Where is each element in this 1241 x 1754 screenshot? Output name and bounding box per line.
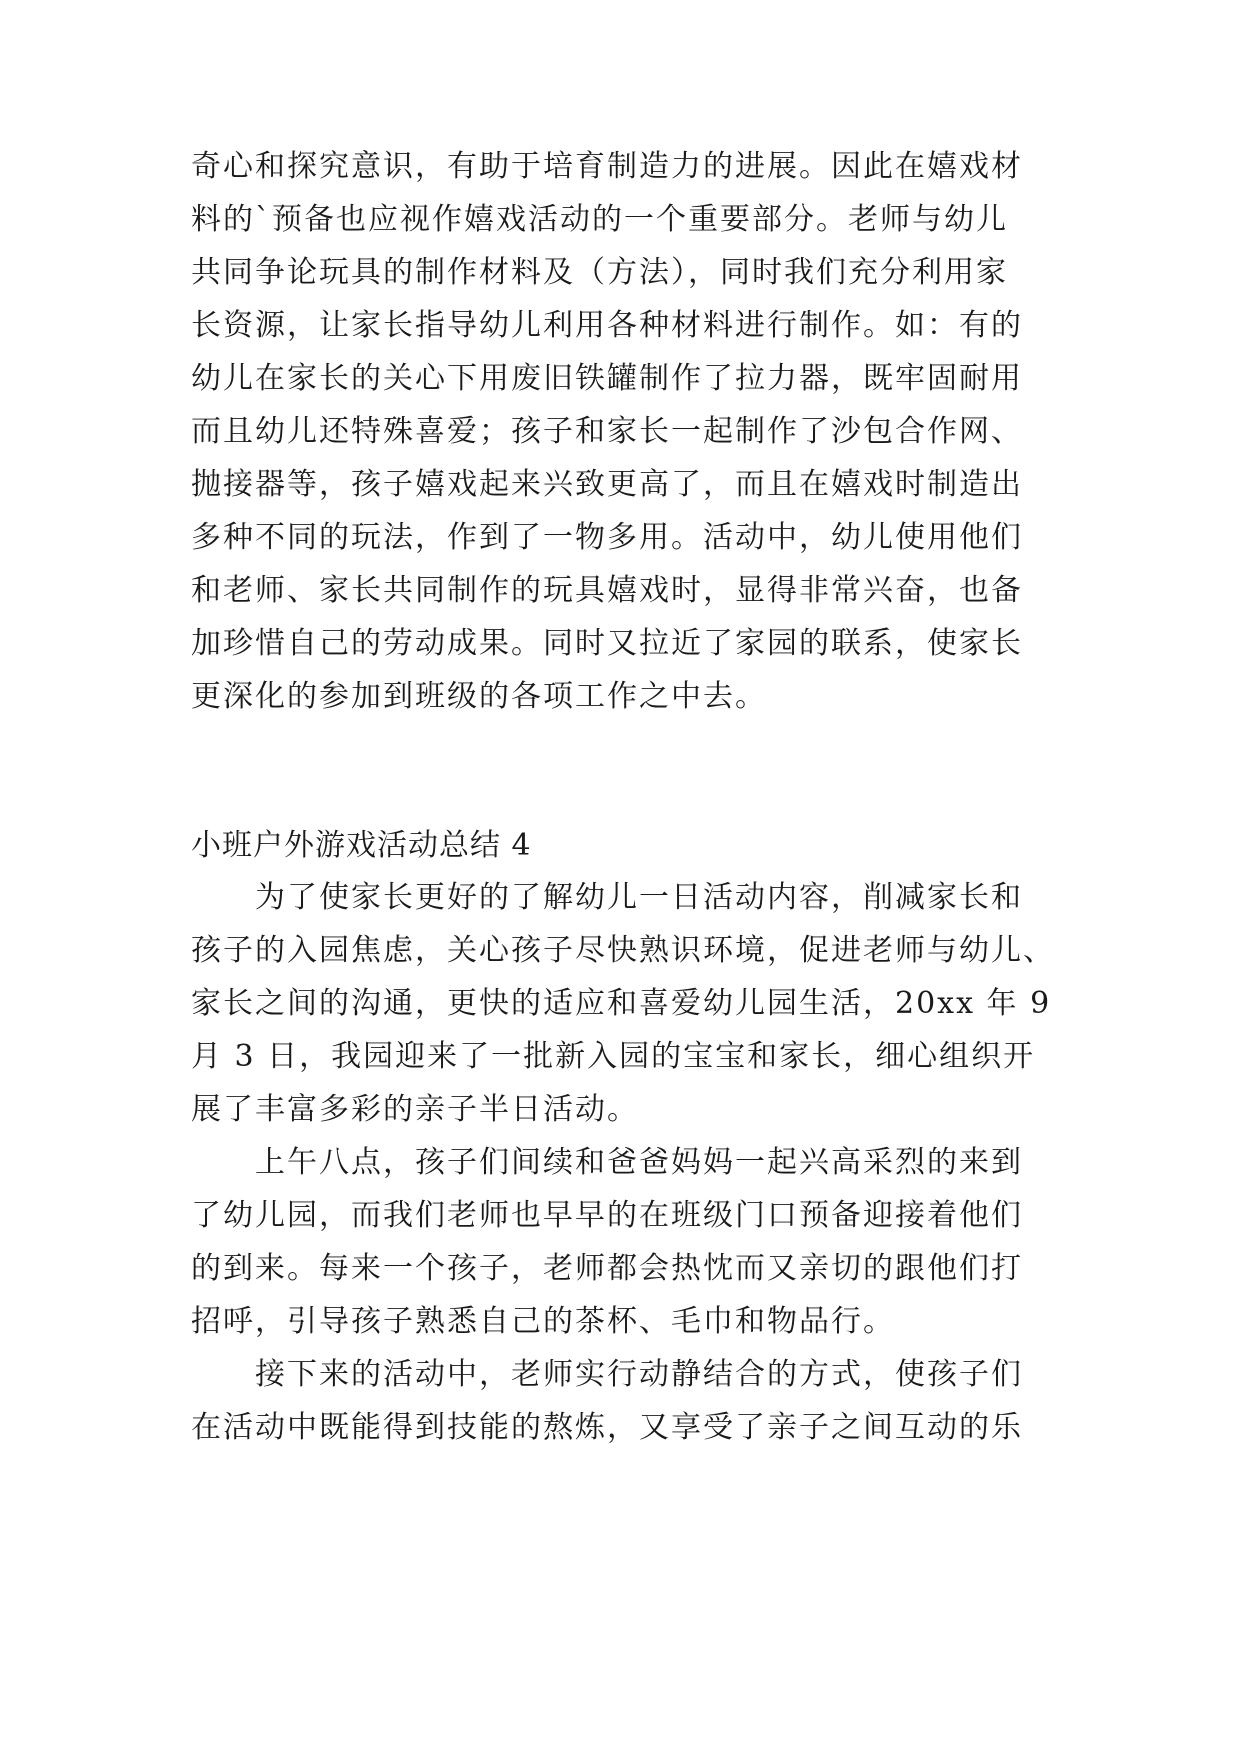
paragraph-line: 奇心和探究意识，有助于培育制造力的进展。因此在嬉戏材 [191, 149, 1023, 184]
paragraph-line: 家长之间的沟通，更快的适应和喜爱幼儿园生活，20xx 年 9 [191, 986, 1052, 1021]
paragraph-line: 月 3 日，我园迎来了一批新入园的宝宝和家长，细心组织开 [191, 1039, 1036, 1074]
paragraph-line: 抛接器等，孩子嬉戏起来兴致更高了，而且在嬉戏时制造出 [191, 467, 1023, 502]
paragraph-line: 为了使家长更好的了解幼儿一日活动内容，削减家长和 [191, 880, 1023, 915]
paragraph-line: 多种不同的玩法，作到了一物多用。活动中，幼儿使用他们 [191, 520, 1023, 555]
paragraph-line: 招呼，引导孩子熟悉自己的茶杯、毛巾和物品行。 [191, 1304, 895, 1339]
paragraph-line: 的到来。每来一个孩子，老师都会热忱而又亲切的跟他们打 [191, 1251, 1023, 1286]
section-heading: 小班户外游戏活动总结 4 [191, 828, 532, 863]
paragraph-line: 加珍惜自己的劳动成果。同时又拉近了家园的联系，使家长 [191, 626, 1023, 661]
paragraph-line: 共同争论玩具的制作材料及（方法），同时我们充分利用家 [191, 255, 1008, 290]
paragraph-line: 长资源，让家长指导幼儿利用各种材料进行制作。如：有的 [191, 308, 1023, 343]
paragraph-line: 更深化的参加到班级的各项工作之中去。 [191, 679, 767, 714]
paragraph-line: 料的`预备也应视作嬉戏活动的一个重要部分。老师与幼儿 [191, 202, 1008, 237]
paragraph-line: 上午八点，孩子们间续和爸爸妈妈一起兴高采烈的来到 [191, 1145, 1023, 1180]
paragraph-line: 而且幼儿还特殊喜爱；孩子和家长一起制作了沙包合作网、 [191, 414, 1023, 449]
paragraph-line: 在活动中既能得到技能的熬炼，又享受了亲子之间互动的乐 [191, 1410, 1023, 1445]
paragraph-line: 了幼儿园，而我们老师也早早的在班级门口预备迎接着他们 [191, 1198, 1023, 1233]
paragraph-line: 和老师、家长共同制作的玩具嬉戏时，显得非常兴奋，也备 [191, 573, 1023, 608]
paragraph-line: 接下来的活动中，老师实行动静结合的方式，使孩子们 [191, 1357, 1023, 1392]
paragraph-line: 幼儿在家长的关心下用废旧铁罐制作了拉力器，既牢固耐用 [191, 361, 1023, 396]
paragraph-line: 孩子的入园焦虑，关心孩子尽快熟识环境，促进老师与幼儿、 [191, 933, 1055, 968]
paragraph-line: 展了丰富多彩的亲子半日活动。 [191, 1092, 639, 1127]
